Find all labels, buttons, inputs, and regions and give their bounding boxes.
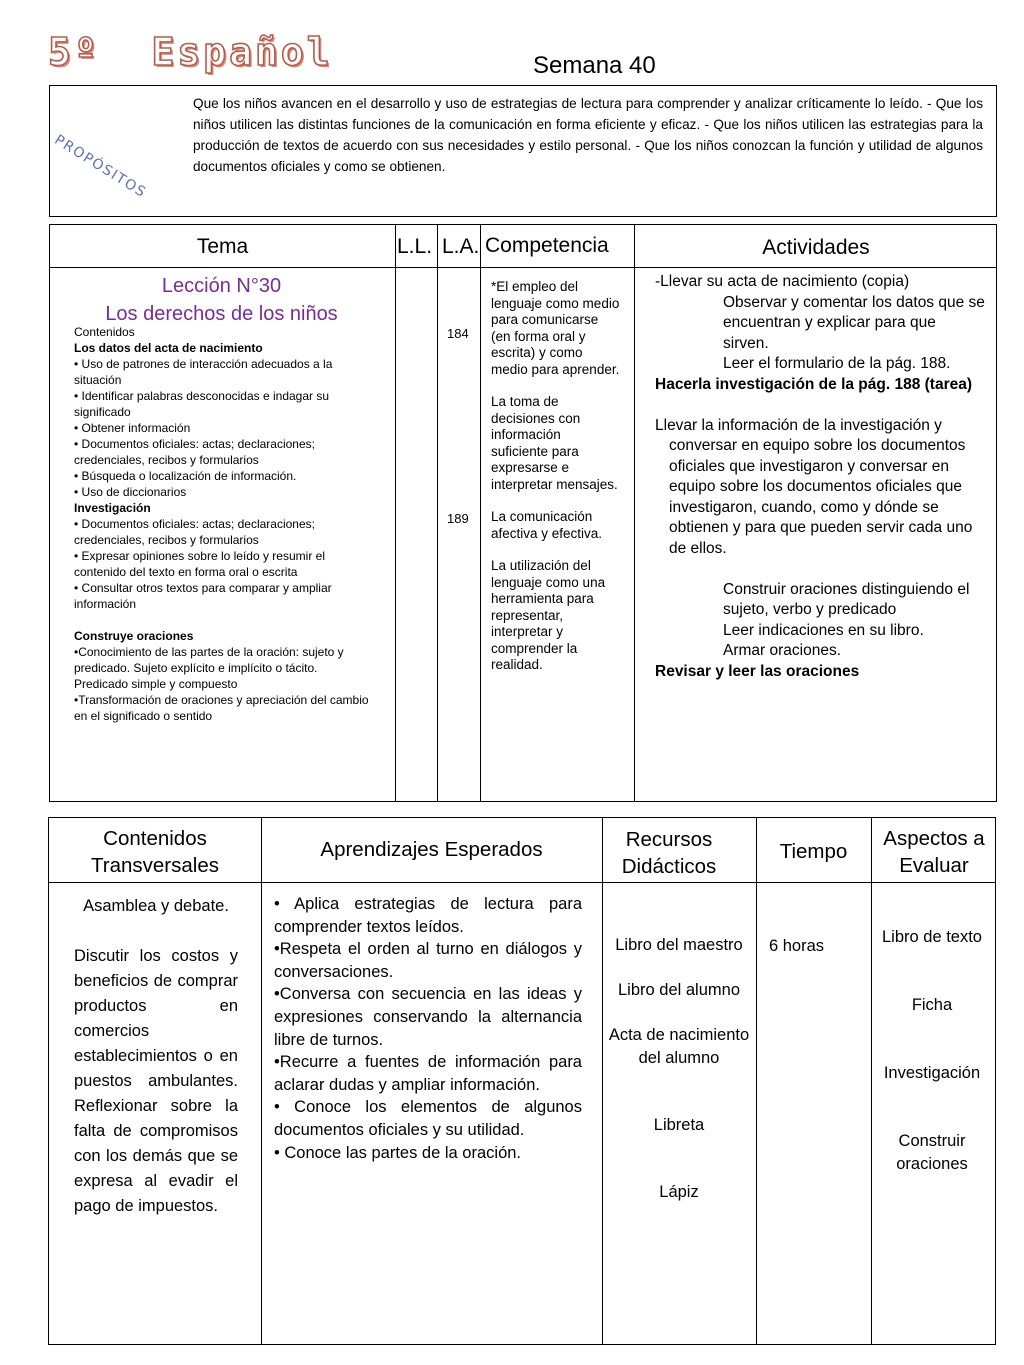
actividad-item: Leer el formulario de la pág. 188. [723, 355, 951, 372]
aprendizaje-item: •Conversa con secuencia en las ideas y expresiones conservando la alternancia libre de turnos. [274, 985, 582, 1049]
aprendizaje-item: •Recurre a fuentes de información para aclarar dudas y ampliar información. [274, 1053, 582, 1094]
aprendizaje-item: • Aplica estrategias de lectura para comprender textos leídos. [274, 895, 582, 936]
contents-item: • Consultar otros textos para comparar y ampliar información [74, 581, 332, 611]
header-aspectos: Aspectos a Evaluar [883, 827, 985, 877]
actividad-item: Observar y comentar los datos que se encuentran y explicar para que sirven. [723, 293, 985, 352]
recurso-item: Libro del maestro [615, 936, 743, 954]
lesson-heading [49, 272, 394, 328]
aspecto-item: Ficha [911, 996, 953, 1014]
document-title: 5º Español [48, 30, 333, 74]
aspecto-item: Construir oraciones [896, 1132, 968, 1173]
header-la: L.A. [442, 235, 480, 258]
recurso-item: Lápiz [659, 1183, 699, 1201]
lesson-number: Lección N°30 [161, 275, 282, 297]
header-ll: L.L. [397, 235, 433, 258]
header-aprendizajes: Aprendizajes Esperados [320, 838, 543, 861]
competencia-item: La toma de decisiones con información suficiente para expresarse e interpretar mensajes. [491, 394, 618, 492]
contents-item: Investigación [74, 501, 151, 515]
la-page-1: 184 [447, 326, 469, 341]
contents-item: • Obtener información [74, 421, 191, 435]
actividad-item [655, 559, 985, 580]
header-actividades: Actividades [762, 236, 870, 259]
header-tiempo: Tiempo [779, 840, 848, 863]
contents-item: • Documentos oficiales: actas; declaraciones; credenciales, recibos y formularios [74, 437, 315, 467]
lesson-title: Los derechos de los niños [105, 303, 338, 325]
contents-item: • Expresar opiniones sobre lo leído y resumir el contenido del texto en forma oral o escrita [74, 549, 325, 579]
contents-item [74, 612, 369, 628]
header-transversales: Contenidos Transversales [91, 827, 219, 877]
contents-item: • Identificar palabras desconocidas e indagar su significado [74, 389, 330, 419]
contents-item: Construye oraciones [74, 629, 194, 643]
contents-item: • Búsqueda o localización de información. [74, 469, 297, 483]
actividad-item: Leer indicaciones en su libro. [723, 621, 924, 639]
contents-item: Los datos del acta de nacimiento [74, 341, 263, 355]
aprendizaje-item: •Respeta el orden al turno en diálogos y conversaciones. [274, 940, 582, 981]
actividad-item: Construir oraciones distinguiendo el sujeto, verbo y predicado [723, 580, 970, 618]
aprendizajes-list [274, 893, 582, 1164]
actividad-item: Llevar la información de la investigación y conversar en equipo sobre los documentos oficiales que investigaron y conversar en equipo sobre los documentos oficiales que investigaron, cuando, como y dónde se obtienen y para que pueden servir cada uno de ellos. [655, 416, 973, 557]
recurso-item: Acta de nacimiento del alumno [608, 1026, 750, 1067]
la-page-2: 189 [447, 511, 469, 526]
contents-list [74, 324, 369, 724]
transversales-title: Asamblea y debate. [83, 897, 229, 915]
competencia-item: La utilización del lenguaje como una herramienta para representar, interpretar y comprender la realidad. [491, 558, 606, 672]
week-label: Semana 40 [533, 52, 656, 79]
aspectos-list [873, 926, 991, 1176]
contents-item: Contenidos [74, 325, 135, 339]
purposes-label: PROPÓSITOS [51, 132, 150, 202]
recursos-list [604, 934, 754, 1204]
aspecto-item: Libro de texto [882, 928, 982, 946]
actividad-item [655, 395, 985, 416]
recurso-item: Libro del alumno [618, 981, 740, 999]
purposes-text: Que los niños avancen en el desarrollo y uso de estrategias de lectura para comprender y analizar críticamente lo leído. - Que los niños utilicen las distintas funciones de la comunicación en forma eficiente y eficaz. - Que los niños utilicen las estrategias para la producción de textos de acuerdo con sus necesidades y estilo personal. - Que los niños conozcan la función y utilidad de algunos documentos oficiales y como se obtienen. [193, 96, 983, 174]
aspecto-item: Investigación [883, 1064, 981, 1082]
contents-item: • Documentos oficiales: actas; declaraciones; credenciales, recibos y formularios [74, 517, 315, 547]
header-tema: Tema [196, 235, 249, 258]
competencia-item: La comunicación afectiva y efectiva. [491, 509, 603, 541]
header-competencia: Competencia [485, 234, 609, 257]
aprendizaje-item: • Conoce los elementos de algunos documentos oficiales y su utilidad. [274, 1098, 582, 1139]
competencias-list [491, 279, 621, 690]
actividades-list [655, 272, 985, 682]
contents-item: •Conocimiento de las partes de la oración: sujeto y predicado. Sujeto explícito e implícito o tácito. Predicado simple y compuesto [74, 645, 344, 691]
actividad-item: Hacerla investigación de la pág. 188 (tarea) [655, 375, 973, 393]
competencia-item: *El empleo del lenguaje como medio para comunicarse (en forma oral y escrita) y como medio para aprender. [491, 279, 620, 377]
aprendizaje-item: • Conoce las partes de la oración. [274, 1143, 522, 1162]
tiempo-value: 6 horas [769, 937, 825, 955]
contents-item: •Transformación de oraciones y apreciación del cambio en el significado o sentido [74, 693, 369, 723]
recurso-item: Libreta [653, 1116, 705, 1134]
header-recursos: Recursos Didácticos [621, 828, 717, 878]
contents-item: • Uso de diccionarios [74, 485, 187, 499]
transversales-text: Discutir los costos y beneficios de comprar productos en comercios establecimientos o en puestos ambulantes. Reflexionar sobre la falta de compromisos con los demás que se expresa al evadir el pago de impuestos. [74, 947, 238, 1215]
actividad-item: Revisar y leer las oraciones [655, 662, 860, 680]
transversales-cell [74, 894, 238, 1219]
actividad-item: -Llevar su acta de nacimiento (copia) [655, 273, 910, 290]
actividad-item: Armar oraciones. [723, 642, 842, 659]
contents-item: • Uso de patrones de interacción adecuados a la situación [74, 357, 333, 387]
